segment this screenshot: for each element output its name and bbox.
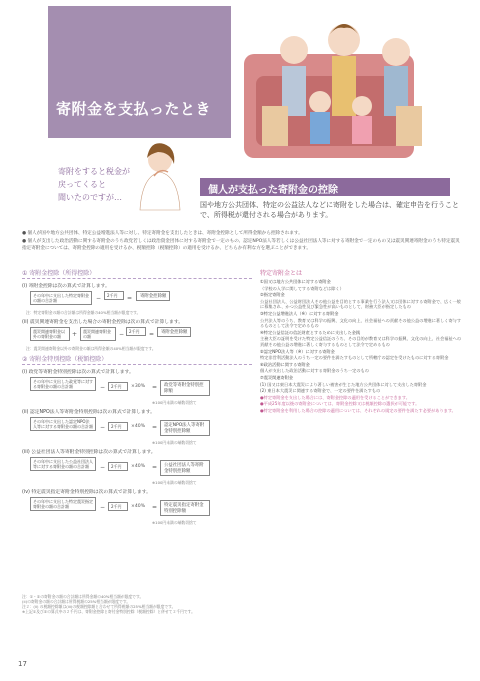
intro-paragraph: ● 個人が国や地方公共団体、特定公益増進法人等に対し、特定寄附金を支出したときは、寄附金控除として所得金額から控除されます。 xyxy=(22,231,303,236)
footnote-line: 注２：(ii) の税額控除額は(iii)の税額控除額と合わせて所得税額の25%相当額が限度です。 xyxy=(22,604,176,609)
definition-item: 特定非営利活動法人のうち一定の要件を満たすものとして所轄庁の認定を受けたものに対する寄附金 xyxy=(260,355,449,361)
formula-operator: − xyxy=(100,464,106,471)
speech-quote xyxy=(58,165,130,204)
formula-operator: − xyxy=(119,331,125,338)
definition-item: (1) 国又は東日本大震災により著しい被害が生じた地方公共団体に対して支出した寄附金 xyxy=(260,381,427,387)
formula-operator: − xyxy=(96,295,102,302)
formula-result: 特定震災指定寄附金特別控除額 xyxy=(160,500,210,516)
formula-result: 政党等寄附金特別控除額 xyxy=(160,380,210,396)
specified-donation-heading: 特定寄附金とは xyxy=(260,270,303,277)
formula-note: 注：特定寄附金の額の合計額は所得金額の40%相当額が限度です。 xyxy=(26,310,141,315)
rounding-note: ※100円未満の端数切捨て xyxy=(152,400,197,405)
footnote-line: (ii)の寄附金の額の合計額は所得税額の25%相当額が限度です。 xyxy=(22,599,131,604)
formula-term: 震災関連寄附金以外の寄附金の額 xyxy=(30,327,70,341)
formula xyxy=(30,291,252,307)
definition-item: 公益社団法人、公益財団法人その他公益を目的とする事業を行う法人又は団体に対する寄附金で、広く一般に募集され、かつ公益性及び緊急性が高いものとして、財務大臣が指定したもの xyxy=(260,298,461,310)
definition-item: ⑤認定NPO法人等（※）に対する寄附金 xyxy=(260,348,335,354)
formula-result: 寄附金控除額 xyxy=(136,291,170,301)
definition-list xyxy=(260,279,462,413)
formula-term: 2千円 xyxy=(108,462,128,471)
formula xyxy=(30,457,252,479)
quote-line: 聞いたのですが… xyxy=(58,193,122,202)
quote-line: 戻ってくると xyxy=(58,180,106,189)
formula-term: 2千円 xyxy=(108,422,128,431)
formula-operator: + xyxy=(72,331,78,338)
deduction-heading: ② 寄附金特別控除（税額控除） xyxy=(22,354,252,365)
formula-term: その年中に支出した特定寄附金の額の合計額 xyxy=(30,291,92,305)
formula-result: 認定NPO法人等寄附金特別控除額 xyxy=(160,420,210,436)
formula xyxy=(30,417,252,439)
deduction-heading: ① 寄附金控除（所得控除） xyxy=(22,268,252,279)
page-number: 17 xyxy=(18,660,27,668)
formula-rate: ×40% xyxy=(131,424,146,429)
formula-result: 寄附金控除額 xyxy=(157,327,191,337)
formula-rate: ×40% xyxy=(131,504,146,509)
rounding-note: ※100円未満の端数切捨て xyxy=(152,520,197,525)
footnote-line: 注：①・②の寄附金の額の合計額は所得金額の40%相当額が限度です。 xyxy=(22,594,144,599)
formula-operator: − xyxy=(100,384,106,391)
section-heading: 個人が支払った寄附金の控除 xyxy=(208,185,338,196)
formula-term: 2千円 xyxy=(126,327,146,336)
left-column xyxy=(22,268,252,528)
formula-term: 2千円 xyxy=(108,502,128,511)
rounding-note: ※100円未満の端数切捨て xyxy=(152,480,197,485)
right-column xyxy=(260,268,462,414)
subheading: (ii) 震災関連寄附金を支出した場合の寄附金控除は次の算式で計算します。 xyxy=(22,320,184,325)
definition-item: 公共法人等のうち、教育又は科学の振興、文化の向上、社会福祉への貢献その他公益の増進に著しく寄与するものとして法令で定めるもの xyxy=(260,317,462,329)
formula-operator: = xyxy=(152,424,158,431)
definition-item: ②指定寄附金 xyxy=(260,292,285,298)
formula-rate: ×30% xyxy=(131,384,146,389)
formula-term: 2千円 xyxy=(104,291,124,300)
definition-item: （学校の入学に関してする寄附などは除く） xyxy=(260,285,344,291)
definition-item: ⑥政治活動に関する寄附金 xyxy=(260,361,310,367)
family-illustration xyxy=(232,6,442,166)
formula-rate: ×40% xyxy=(131,464,146,469)
subheading: (i) 寄附金控除は次の算式で計算します。 xyxy=(22,284,110,289)
definition-item: ④特定公益信託の信託財産とするために支出した金銭 xyxy=(260,329,361,335)
definition-item: ③特定公益増進法人（※）に対する寄附金 xyxy=(260,310,339,316)
formula-operator: = xyxy=(152,384,158,391)
formula xyxy=(30,497,252,519)
formula-operator: − xyxy=(100,504,106,511)
subheading: (ii) 認定NPO法人等寄附金特別控除は次の算式で計算します。 xyxy=(22,410,155,415)
quote-line: 寄附をすると税金が xyxy=(58,167,130,176)
footnote-line: ※上記①及び②の算式中の２千円は、寄附金控除と寄付金特別控除（税額控除）と併せて２千円です。 xyxy=(22,609,195,614)
definition-item: ⑦震災関連寄附金 xyxy=(260,374,294,380)
formula-operator: = xyxy=(127,295,133,302)
section-heading-band xyxy=(200,178,450,196)
formula-operator: = xyxy=(149,331,155,338)
definition-item: 個人が支出した政治活動に対する寄附金のうち一定のもの xyxy=(260,368,369,374)
definition-item: ●特定寄附金を支出した場合には、寄附金控除の適用を受けることができます。 xyxy=(260,394,410,400)
formula-result: 公益社団法人等寄附金特別控除額 xyxy=(160,460,210,476)
subheading: (iv) 特定震災指定寄附金特別控除は次の算式で計算します。 xyxy=(22,490,151,495)
formula-operator: = xyxy=(152,464,158,471)
definition-item: 主務大臣の証明を受けた特定公益信託のうち、その目的が教育又は科学の振興、文化の向上、社会福祉への貢献その他公益の増進に著しく寄与するものとして法令で定めるもの xyxy=(260,336,462,347)
thinking-woman-illustration xyxy=(130,132,190,212)
formula-term: その年中に支出した特定震災指定寄附金の額の合計額 xyxy=(30,497,96,511)
formula-note: 注：震災関連寄附金以外の寄附金の額は所得金額の40%相当額が限度です。 xyxy=(26,346,156,351)
definition-item: ●平成25年度以後の寄附金については、寄附金控除又は税額控除の選択が可能です。 xyxy=(260,401,420,407)
definition-item: (2) 東日本大震災に関連する寄附金で、一定の要件を満たすもの xyxy=(260,388,381,394)
definition-item: ●特定寄附金を利用した場合の控除の適用については、それぞれの規定の要件を満たす必要があります。 xyxy=(260,407,456,413)
formula-term: 震災関連寄附金の額 xyxy=(80,327,116,341)
intro-text xyxy=(22,230,462,253)
formula-operator: = xyxy=(152,504,158,511)
definition-item: ①国又は地方公共団体に対する寄附金 xyxy=(260,279,331,284)
rounding-note: ※100円未満の端数切捨て xyxy=(152,440,197,445)
formula xyxy=(30,377,252,399)
formula-term: 2千円 xyxy=(108,382,128,391)
footnotes xyxy=(22,594,252,614)
subheading: (i) 政党等寄附金特別控除は次の算式で計算します。 xyxy=(22,370,134,375)
page-title: 寄附金を支払ったとき xyxy=(56,100,212,118)
formula-term: その年中に支出した政党等に対する寄附金の額の合計額 xyxy=(30,377,96,391)
section-lead: 国や地方公共団体、特定の公益法人などに寄附をした場合は、確定申告を行うことで、所得税が還付される場合があります。 xyxy=(200,201,459,219)
formula-operator: − xyxy=(100,424,106,431)
intro-paragraph: ● 個人が支出した政治活動に関する寄附金のうち政党若しくは政治資金団体に対する寄附金で一定のもの、認定NPO法人等若しくは公益社団法人等に対する寄附金で一定のもの又は震災関連寄附金のうち特定震災指定寄附金については、寄附金控除の適用を受けるか、税額控除（税額控除）の適用を受けるか、どちらか有利な方を選ぶことができます。 xyxy=(22,239,460,251)
formula-term: その年中に支出した公益社団法人等に対する寄附金の額の合計額 xyxy=(30,457,96,471)
formula xyxy=(30,327,252,343)
subheading: (iii) 公益社団法人等寄附金特別控除は次の算式で計算します。 xyxy=(22,450,156,455)
formula-term: その年中に支出した認定NPO法人等に対する寄附金の額の合計額 xyxy=(30,417,96,431)
